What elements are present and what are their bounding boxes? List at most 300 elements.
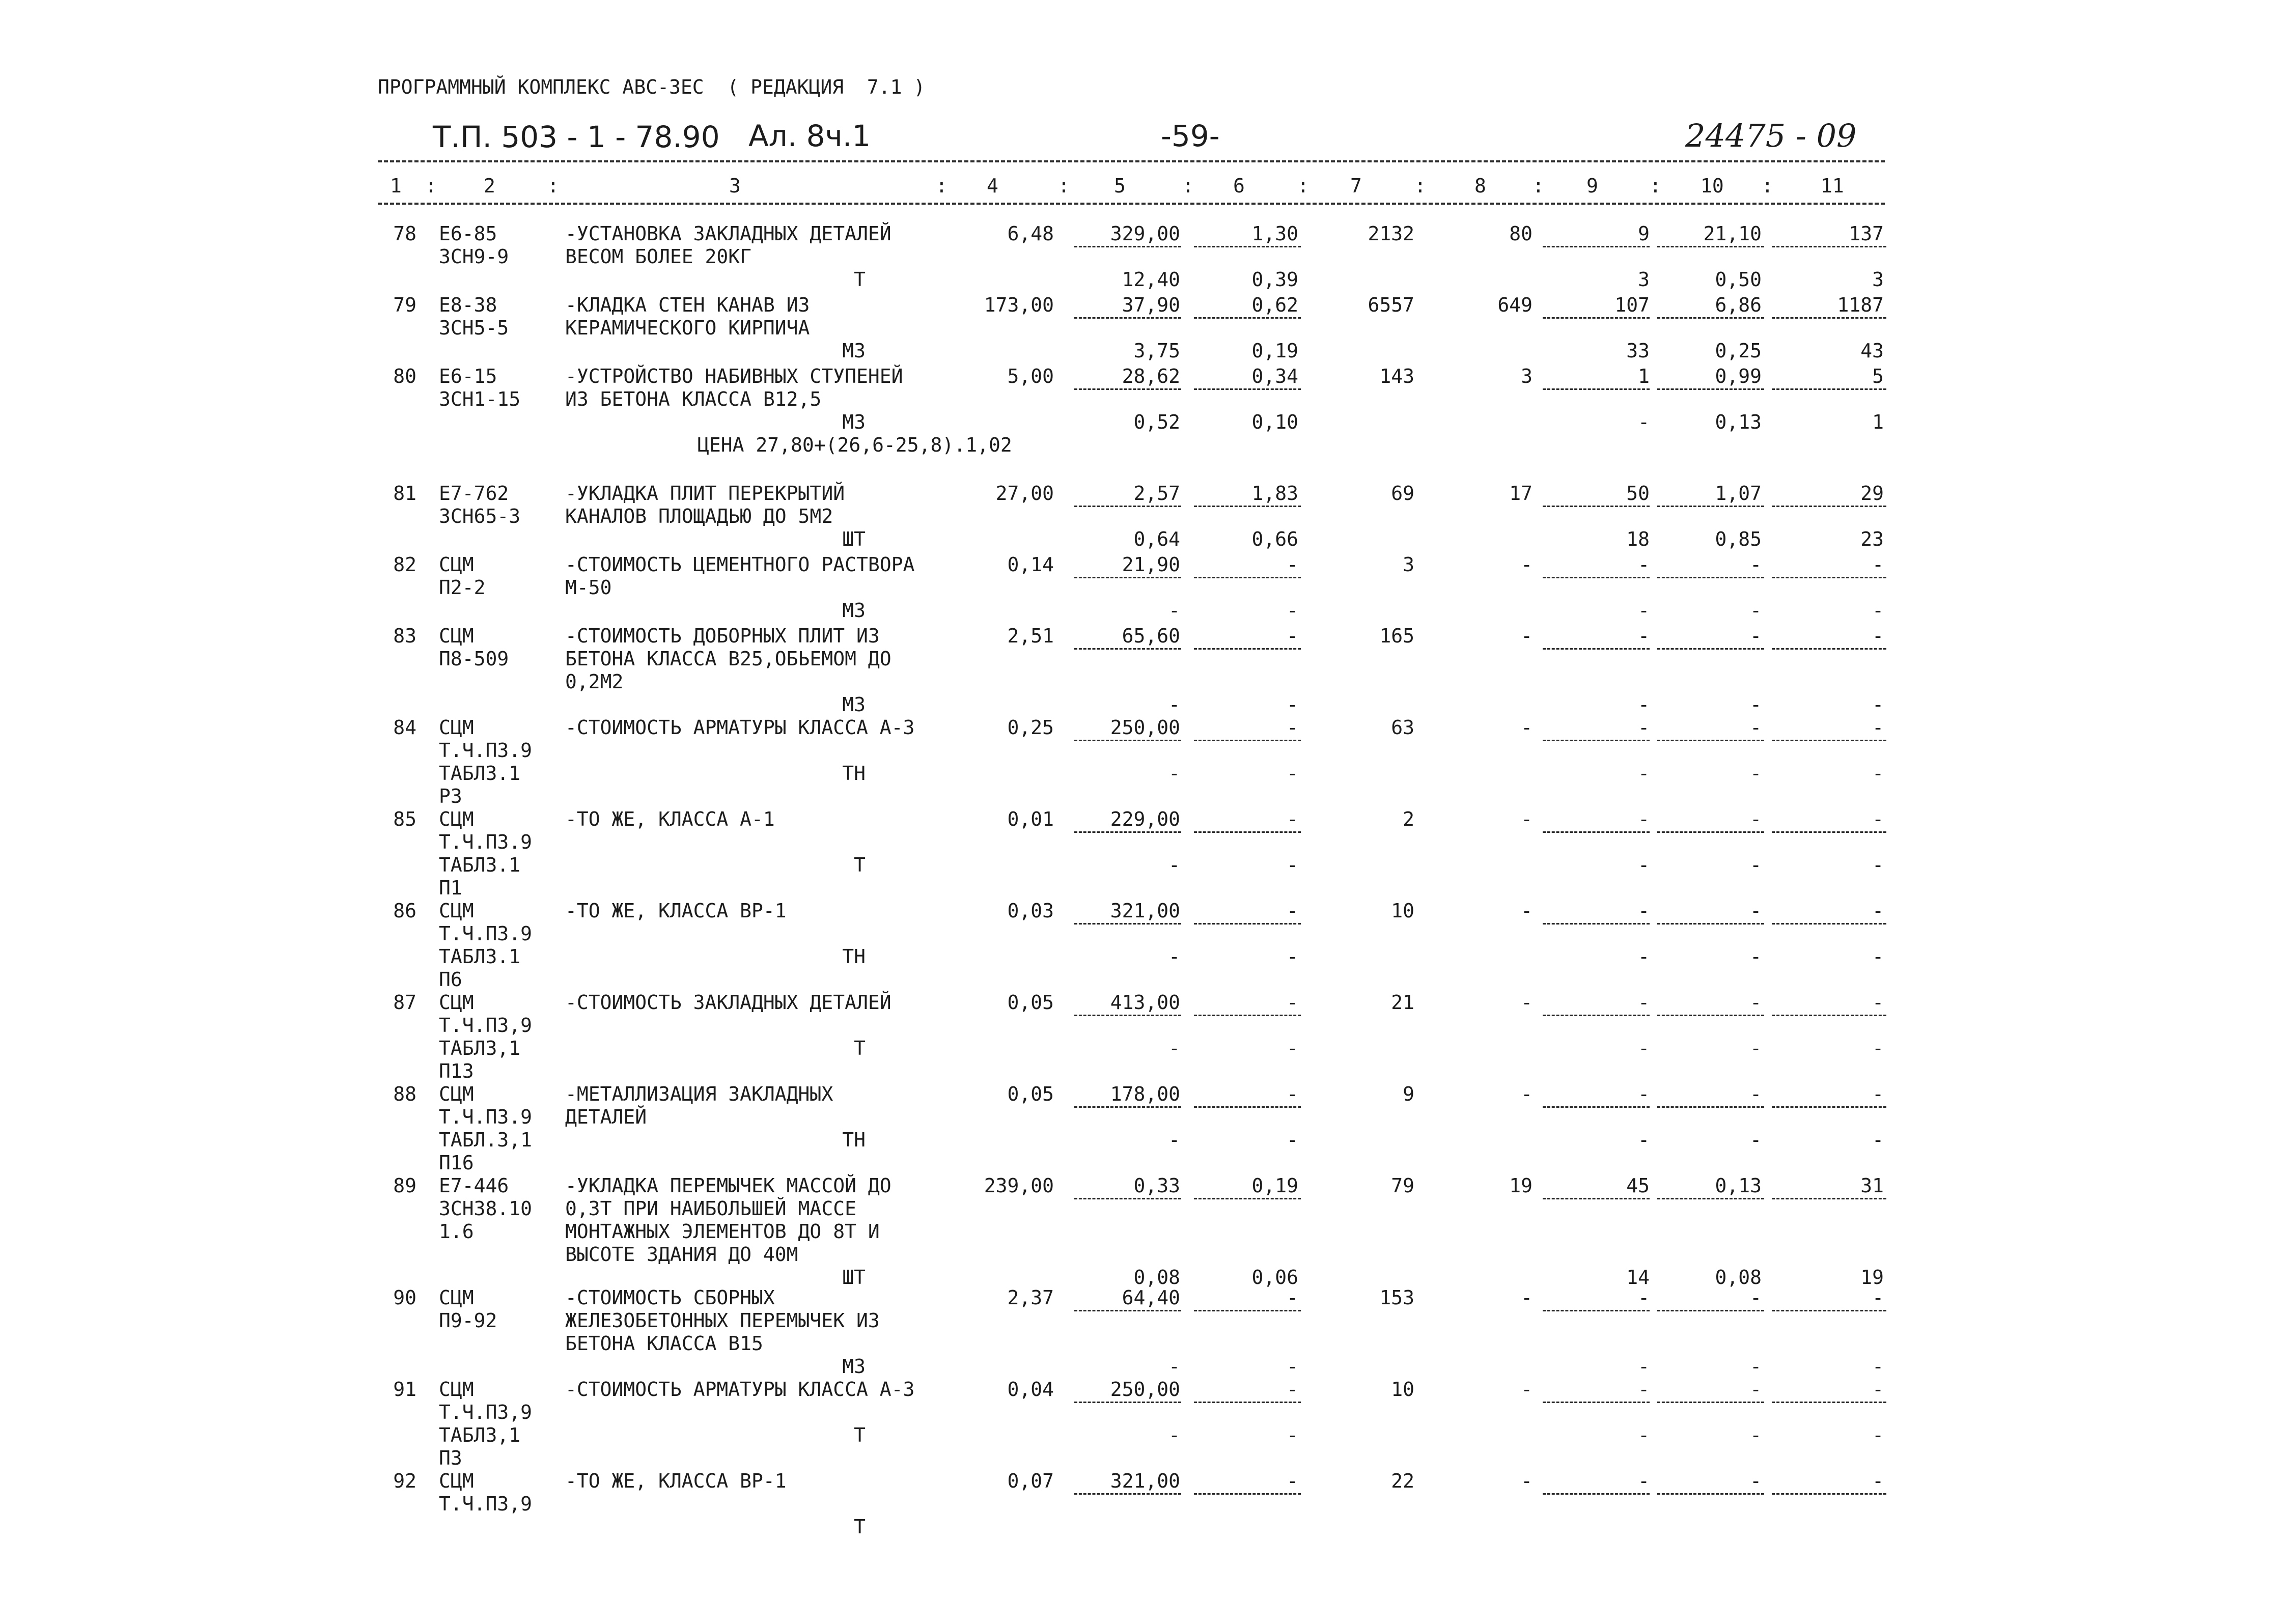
norm-code: Т.Ч.П3,9	[439, 1014, 533, 1037]
labor-unit-value: -	[1750, 1286, 1762, 1309]
labor-unit-sub-value: 0,25	[1715, 340, 1762, 362]
cell-divider	[1074, 317, 1181, 319]
unit-of-measure: М3	[842, 340, 866, 362]
price-note: ЦЕНА 27,80+(26,6-25,8).1,02	[698, 434, 1012, 456]
labor-total-sub-value: -	[1872, 693, 1884, 716]
total-cost-value: 63	[1391, 716, 1414, 739]
wages-sub-value: 0,06	[1251, 1266, 1298, 1289]
labor-unit-sub-value: 0,13	[1715, 411, 1762, 433]
cell-divider	[1194, 1015, 1301, 1016]
cell-divider	[1772, 388, 1886, 390]
work-description: -СТОИМОСТЬ СБОРНЫХ	[565, 1286, 775, 1309]
column-separator: :	[936, 175, 948, 197]
norm-code: П16	[439, 1152, 474, 1174]
unit-cost-sub-value: -	[1168, 945, 1180, 968]
machines-value: -	[1638, 900, 1650, 922]
wages-sub-value: 0,10	[1251, 411, 1298, 433]
cell-divider	[1543, 648, 1650, 650]
total-wages-value: -	[1521, 1083, 1532, 1105]
quantity-value: 0,03	[1007, 900, 1054, 922]
quantity-value: 0,14	[1007, 553, 1054, 576]
cell-divider	[1772, 1493, 1886, 1495]
cell-divider	[1657, 1493, 1764, 1495]
cell-divider	[1543, 1310, 1650, 1311]
wages-value: 0,62	[1251, 294, 1298, 316]
total-cost-value: 79	[1391, 1174, 1414, 1197]
cell-divider	[1074, 923, 1181, 925]
norm-code: П9-92	[439, 1309, 497, 1332]
total-wages-value: -	[1521, 900, 1532, 922]
table-header-divider	[378, 203, 1885, 205]
unit-cost-value: 178,00	[1110, 1083, 1180, 1105]
work-description: БЕТОНА КЛАССА В25,ОБЬЕМОМ ДО	[565, 648, 891, 670]
unit-of-measure: Т	[854, 1037, 866, 1059]
column-separator: :	[425, 175, 437, 197]
quantity-value: 173,00	[984, 294, 1054, 316]
labor-unit-value: -	[1750, 900, 1762, 922]
cell-divider	[1772, 1198, 1886, 1199]
labor-total-value: -	[1872, 991, 1884, 1014]
labor-unit-value: 21,10	[1703, 222, 1762, 245]
work-description: 0,3Т ПРИ НАИБОЛЬШЕЙ МАССЕ	[565, 1197, 856, 1220]
column-separator: :	[1762, 175, 1773, 197]
work-description: -СТОИМОСТЬ ЗАКЛАДНЫХ ДЕТАЛЕЙ	[565, 991, 891, 1014]
labor-unit-value: -	[1750, 716, 1762, 739]
labor-total-sub-value: 19	[1860, 1266, 1884, 1289]
total-cost-value: 153	[1379, 1286, 1414, 1309]
cell-divider	[1194, 246, 1301, 247]
column-separator: :	[1414, 175, 1426, 197]
labor-total-value: -	[1872, 1083, 1884, 1105]
unit-of-measure: ШТ	[842, 1266, 866, 1289]
row-number: 84	[393, 716, 416, 739]
cell-divider	[1543, 1015, 1650, 1016]
norm-code: СЦМ	[439, 1083, 474, 1105]
cell-divider	[1772, 1402, 1886, 1403]
unit-of-measure: ТН	[842, 1129, 866, 1151]
unit-of-measure: М3	[842, 1355, 866, 1378]
unit-cost-sub-value: 0,52	[1133, 411, 1180, 433]
page-number: -59-	[1161, 119, 1220, 153]
unit-cost-sub-value: 12,40	[1122, 268, 1180, 291]
labor-unit-sub-value: -	[1750, 1037, 1762, 1059]
norm-code: П8-509	[439, 648, 509, 670]
unit-cost-value: 413,00	[1110, 991, 1180, 1014]
work-description: ДЕТАЛЕЙ	[565, 1106, 647, 1128]
cell-divider	[1657, 577, 1764, 578]
cell-divider	[1194, 1402, 1301, 1403]
work-description: -УКЛАДКА ПЛИТ ПЕРЕКРЫТИЙ	[565, 482, 845, 505]
total-cost-value: 10	[1391, 1378, 1414, 1401]
machines-sub-value: -	[1638, 599, 1650, 622]
row-number: 85	[393, 808, 416, 830]
labor-unit-value: -	[1750, 991, 1762, 1014]
row-number: 90	[393, 1286, 416, 1309]
norm-code: ТАБЛ3.1	[439, 854, 521, 876]
norm-code: Е8-38	[439, 294, 497, 316]
work-description: -УКЛАДКА ПЕРЕМЫЧЕК МАССОЙ ДО	[565, 1174, 891, 1197]
norm-code: Т.Ч.П3.9	[439, 831, 533, 853]
machines-sub-value: -	[1638, 1355, 1650, 1378]
cell-divider	[1074, 1493, 1181, 1495]
labor-total-value: 137	[1849, 222, 1884, 245]
unit-of-measure: М3	[842, 693, 866, 716]
wages-sub-value: -	[1287, 854, 1298, 876]
norm-code: Т.Ч.П3,9	[439, 1493, 533, 1515]
column-separator: :	[547, 175, 559, 197]
wages-value: -	[1287, 1378, 1298, 1401]
cell-divider	[1543, 1198, 1650, 1199]
column-number: 7	[1350, 175, 1362, 197]
quantity-value: 27,00	[995, 482, 1054, 505]
labor-unit-sub-value: 0,85	[1715, 528, 1762, 550]
norm-code: Р3	[439, 785, 462, 807]
unit-of-measure: ТН	[842, 945, 866, 968]
labor-total-value: -	[1872, 1378, 1884, 1401]
labor-total-sub-value: 23	[1860, 528, 1884, 550]
machines-sub-value: -	[1638, 945, 1650, 968]
quantity-value: 0,04	[1007, 1378, 1054, 1401]
unit-of-measure: Т	[854, 268, 866, 291]
cell-divider	[1657, 1106, 1764, 1108]
labor-total-value: -	[1872, 716, 1884, 739]
cell-divider	[1657, 1310, 1764, 1311]
quantity-value: 0,01	[1007, 808, 1054, 830]
norm-code: ТАБЛ3.1	[439, 762, 521, 785]
row-number: 87	[393, 991, 416, 1014]
norm-code: ТАБЛ3,1	[439, 1424, 521, 1446]
cell-divider	[1657, 923, 1764, 925]
machines-sub-value: -	[1638, 1129, 1650, 1151]
cell-divider	[1194, 648, 1301, 650]
norm-code: СЦМ	[439, 553, 474, 576]
wages-value: 1,83	[1251, 482, 1298, 505]
cell-divider	[1772, 577, 1886, 578]
unit-cost-sub-value: -	[1168, 599, 1180, 622]
unit-cost-sub-value: -	[1168, 854, 1180, 876]
labor-unit-sub-value: -	[1750, 762, 1762, 785]
unit-cost-value: 64,40	[1122, 1286, 1180, 1309]
cell-divider	[1543, 1402, 1650, 1403]
labor-unit-sub-value: -	[1750, 599, 1762, 622]
labor-total-sub-value: -	[1872, 945, 1884, 968]
row-number: 92	[393, 1470, 416, 1492]
row-number: 82	[393, 553, 416, 576]
wages-sub-value: -	[1287, 1355, 1298, 1378]
total-cost-value: 2132	[1368, 222, 1414, 245]
row-number: 78	[393, 222, 416, 245]
labor-total-sub-value: -	[1872, 1355, 1884, 1378]
unit-of-measure: М3	[842, 599, 866, 622]
norm-code: СЦМ	[439, 625, 474, 647]
cell-divider	[1194, 577, 1301, 578]
work-description: -МЕТАЛЛИЗАЦИЯ ЗАКЛАДНЫХ	[565, 1083, 833, 1105]
total-cost-value: 6557	[1368, 294, 1414, 316]
cell-divider	[1772, 506, 1886, 507]
cell-divider	[1772, 740, 1886, 741]
labor-unit-sub-value: -	[1750, 1129, 1762, 1151]
labor-total-sub-value: -	[1872, 1129, 1884, 1151]
wages-value: -	[1287, 900, 1298, 922]
document-number: 24475 - 09	[1685, 117, 1857, 154]
labor-unit-value: 0,13	[1715, 1174, 1762, 1197]
cell-divider	[1657, 740, 1764, 741]
total-wages-value: -	[1521, 808, 1532, 830]
unit-cost-value: 28,62	[1122, 365, 1180, 387]
work-description: КЕРАМИЧЕСКОГО КИРПИЧА	[565, 317, 810, 339]
work-description: 0,2М2	[565, 670, 624, 693]
work-description: ЖЕЛЕЗОБЕТОННЫХ ПЕРЕМЫЧЕК ИЗ	[565, 1309, 880, 1332]
labor-unit-value: -	[1750, 1378, 1762, 1401]
cell-divider	[1074, 1402, 1181, 1403]
machines-sub-value: -	[1638, 411, 1650, 433]
machines-value: -	[1638, 991, 1650, 1014]
labor-unit-sub-value: -	[1750, 945, 1762, 968]
labor-unit-value: -	[1750, 1470, 1762, 1492]
norm-code: ТАБЛ3.1	[439, 945, 521, 968]
total-wages-value: -	[1521, 991, 1532, 1014]
column-number: 8	[1474, 175, 1486, 197]
cell-divider	[1657, 1402, 1764, 1403]
norm-code: СЦМ	[439, 808, 474, 830]
labor-unit-value: 6,86	[1715, 294, 1762, 316]
cell-divider	[1074, 1106, 1181, 1108]
norm-code: 3СН1-15	[439, 388, 521, 410]
machines-value: 45	[1626, 1174, 1650, 1197]
labor-total-value: -	[1872, 900, 1884, 922]
cell-divider	[1194, 317, 1301, 319]
unit-of-measure: М3	[842, 411, 866, 433]
machines-sub-value: 3	[1638, 268, 1650, 291]
machines-value: -	[1638, 808, 1650, 830]
labor-unit-value: 0,99	[1715, 365, 1762, 387]
wages-value: -	[1287, 716, 1298, 739]
cell-divider	[1194, 1310, 1301, 1311]
norm-code: Т.Ч.П3.9	[439, 1106, 533, 1128]
column-number: 11	[1821, 175, 1844, 197]
cell-divider	[1543, 506, 1650, 507]
wages-value: -	[1287, 1083, 1298, 1105]
cell-divider	[1074, 246, 1181, 247]
norm-code: Т.Ч.П3,9	[439, 1401, 533, 1423]
cell-divider	[1074, 831, 1181, 833]
wages-sub-value: 0,19	[1251, 340, 1298, 362]
wages-sub-value: -	[1287, 762, 1298, 785]
wages-value: 1,30	[1251, 222, 1298, 245]
total-cost-value: 3	[1403, 553, 1414, 576]
machines-sub-value: -	[1638, 854, 1650, 876]
norm-code: 3СН38.10	[439, 1197, 533, 1220]
cell-divider	[1657, 388, 1764, 390]
norm-code: СЦМ	[439, 900, 474, 922]
cell-divider	[1074, 740, 1181, 741]
unit-of-measure: Т	[854, 1516, 866, 1538]
total-wages-value: 649	[1497, 294, 1532, 316]
labor-total-sub-value: -	[1872, 854, 1884, 876]
wages-value: -	[1287, 553, 1298, 576]
quantity-value: 0,07	[1007, 1470, 1054, 1492]
cell-divider	[1543, 317, 1650, 319]
wages-sub-value: -	[1287, 945, 1298, 968]
labor-total-sub-value: -	[1872, 1424, 1884, 1446]
unit-cost-sub-value: -	[1168, 1129, 1180, 1151]
row-number: 81	[393, 482, 416, 505]
norm-code: СЦМ	[439, 991, 474, 1014]
cell-divider	[1772, 1106, 1886, 1108]
quantity-value: 0,05	[1007, 1083, 1054, 1105]
norm-code: П3	[439, 1447, 462, 1469]
labor-unit-sub-value: -	[1750, 854, 1762, 876]
machines-value: -	[1638, 1083, 1650, 1105]
project-number: Т.П. 503 - 1 - 78.90	[433, 120, 720, 154]
norm-code: П13	[439, 1060, 474, 1082]
norm-code: 3СН65-3	[439, 505, 521, 527]
wages-value: 0,19	[1251, 1174, 1298, 1197]
total-wages-value: -	[1521, 625, 1532, 647]
wages-sub-value: -	[1287, 599, 1298, 622]
cell-divider	[1543, 1106, 1650, 1108]
wages-sub-value: 0,66	[1251, 528, 1298, 550]
unit-cost-value: 329,00	[1110, 222, 1180, 245]
machines-sub-value: -	[1638, 693, 1650, 716]
machines-value: -	[1638, 1378, 1650, 1401]
column-number: 4	[987, 175, 998, 197]
work-description: МОНТАЖНЫХ ЭЛЕМЕНТОВ ДО 8Т И	[565, 1220, 880, 1243]
total-wages-value: -	[1521, 1470, 1532, 1492]
cell-divider	[1772, 1015, 1886, 1016]
cell-divider	[1543, 246, 1650, 247]
work-description: -СТОИМОСТЬ АРМАТУРЫ КЛАССА А-3	[565, 1378, 915, 1401]
work-description: -ТО ЖЕ, КЛАССА ВР-1	[565, 900, 787, 922]
cell-divider	[1194, 1106, 1301, 1108]
cell-divider	[1074, 506, 1181, 507]
cell-divider	[1074, 577, 1181, 578]
labor-total-value: 5	[1872, 365, 1884, 387]
unit-cost-value: 250,00	[1110, 716, 1180, 739]
row-number: 79	[393, 294, 416, 316]
labor-total-sub-value: -	[1872, 599, 1884, 622]
total-cost-value: 9	[1403, 1083, 1414, 1105]
album-number: Ал. 8ч.1	[748, 119, 871, 153]
labor-unit-value: -	[1750, 808, 1762, 830]
unit-cost-sub-value: 0,08	[1133, 1266, 1180, 1289]
unit-cost-value: 37,90	[1122, 294, 1180, 316]
work-description: -КЛАДКА СТЕН КАНАВ ИЗ	[565, 294, 810, 316]
wages-value: -	[1287, 1470, 1298, 1492]
wages-value: 0,34	[1251, 365, 1298, 387]
unit-cost-value: 21,90	[1122, 553, 1180, 576]
quantity-value: 2,37	[1007, 1286, 1054, 1309]
total-cost-value: 143	[1379, 365, 1414, 387]
total-cost-value: 22	[1391, 1470, 1414, 1492]
work-description: -СТОИМОСТЬ ЦЕМЕНТНОГО РАСТВОРА	[565, 553, 915, 576]
norm-code: СЦМ	[439, 1470, 474, 1492]
unit-of-measure: ШТ	[842, 528, 866, 550]
cell-divider	[1194, 831, 1301, 833]
unit-cost-value: 0,33	[1133, 1174, 1180, 1197]
norm-code: Т.Ч.П3.9	[439, 739, 533, 762]
total-wages-value: -	[1521, 1286, 1532, 1309]
work-description: -УСТРОЙСТВО НАБИВНЫХ СТУПЕНЕЙ	[565, 365, 903, 387]
column-number: 3	[729, 175, 741, 197]
machines-sub-value: 14	[1626, 1266, 1650, 1289]
work-description: -СТОИМОСТЬ АРМАТУРЫ КЛАССА А-3	[565, 716, 915, 739]
labor-unit-sub-value: -	[1750, 1355, 1762, 1378]
machines-sub-value: 18	[1626, 528, 1650, 550]
unit-cost-value: 229,00	[1110, 808, 1180, 830]
column-separator: :	[1297, 175, 1309, 197]
wages-value: -	[1287, 808, 1298, 830]
column-number: 5	[1114, 175, 1126, 197]
unit-cost-sub-value: -	[1168, 762, 1180, 785]
unit-cost-sub-value: 3,75	[1133, 340, 1180, 362]
machines-value: -	[1638, 1470, 1650, 1492]
machines-sub-value: 33	[1626, 340, 1650, 362]
unit-of-measure: Т	[854, 854, 866, 876]
norm-code: СЦМ	[439, 1286, 474, 1309]
unit-cost-sub-value: 0,64	[1133, 528, 1180, 550]
column-separator: :	[1532, 175, 1544, 197]
norm-code: ТАБЛ3,1	[439, 1037, 521, 1059]
labor-unit-value: -	[1750, 553, 1762, 576]
machines-sub-value: -	[1638, 762, 1650, 785]
machines-value: -	[1638, 1286, 1650, 1309]
cell-divider	[1657, 831, 1764, 833]
cell-divider	[1543, 923, 1650, 925]
program-title: ПРОГРАММНЫЙ КОМПЛЕКС АВС-3ЕС ( РЕДАКЦИЯ 7.1 )	[378, 76, 926, 98]
header-divider	[378, 160, 1885, 162]
column-number: 10	[1701, 175, 1724, 197]
work-description: -ТО ЖЕ, КЛАССА ВР-1	[565, 1470, 787, 1492]
work-description: -ТО ЖЕ, КЛАССА А-1	[565, 808, 775, 830]
cell-divider	[1543, 388, 1650, 390]
wages-sub-value: -	[1287, 1037, 1298, 1059]
work-description: ВЕСОМ БОЛЕЕ 20КГ	[565, 245, 752, 268]
total-wages-value: 80	[1509, 222, 1532, 245]
labor-unit-value: -	[1750, 625, 1762, 647]
labor-unit-sub-value: -	[1750, 693, 1762, 716]
norm-code: ТАБЛ.3,1	[439, 1129, 533, 1151]
labor-total-sub-value: 3	[1872, 268, 1884, 291]
norm-code: СЦМ	[439, 1378, 474, 1401]
work-description: -УСТАНОВКА ЗАКЛАДНЫХ ДЕТАЛЕЙ	[565, 222, 891, 245]
unit-cost-value: 250,00	[1110, 1378, 1180, 1401]
unit-cost-sub-value: -	[1168, 1037, 1180, 1059]
quantity-value: 2,51	[1007, 625, 1054, 647]
cell-divider	[1657, 1198, 1764, 1199]
quantity-value: 239,00	[984, 1174, 1054, 1197]
labor-total-sub-value: 43	[1860, 340, 1884, 362]
work-description: -СТОИМОСТЬ ДОБОРНЫХ ПЛИТ ИЗ	[565, 625, 880, 647]
norm-code: П2-2	[439, 576, 486, 599]
cell-divider	[1772, 648, 1886, 650]
total-wages-value: -	[1521, 716, 1532, 739]
norm-code: СЦМ	[439, 716, 474, 739]
cell-divider	[1074, 1198, 1181, 1199]
cell-divider	[1772, 246, 1886, 247]
work-description: ВЫСОТЕ ЗДАНИЯ ДО 40М	[565, 1243, 798, 1266]
quantity-value: 0,25	[1007, 716, 1054, 739]
norm-code: 3СН9-9	[439, 245, 509, 268]
labor-total-value: -	[1872, 1286, 1884, 1309]
unit-cost-sub-value: -	[1168, 693, 1180, 716]
unit-cost-value: 321,00	[1110, 900, 1180, 922]
work-description: ИЗ БЕТОНА КЛАССА В12,5	[565, 388, 822, 410]
labor-total-value: -	[1872, 1470, 1884, 1492]
norm-code: П6	[439, 968, 462, 991]
cell-divider	[1543, 831, 1650, 833]
total-wages-value: -	[1521, 1378, 1532, 1401]
